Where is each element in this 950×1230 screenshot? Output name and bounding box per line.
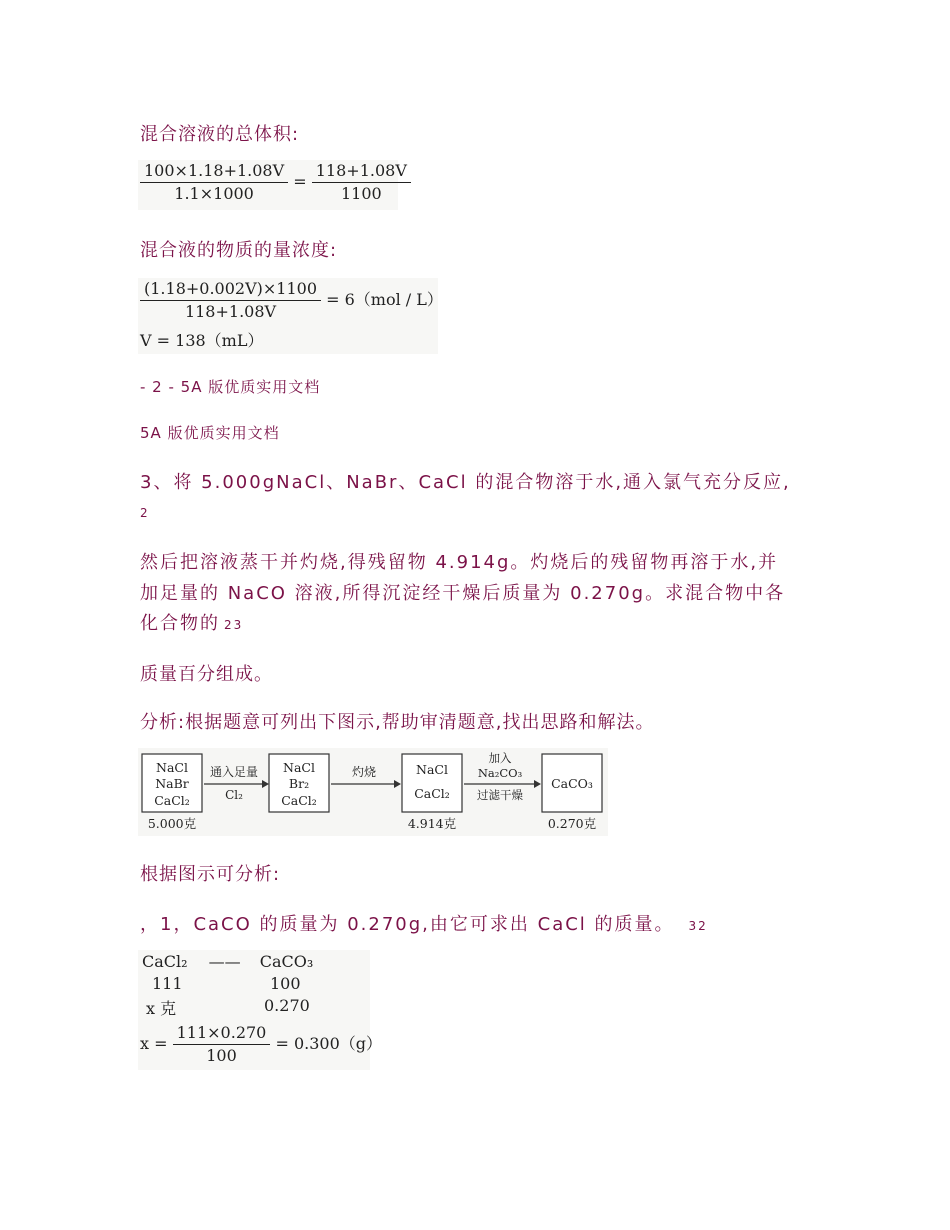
calc-row-4 xyxy=(140,1022,382,1067)
box4-mass-label: 0.270克 xyxy=(547,816,597,831)
eq1-rhs-denominator: 1100 xyxy=(340,184,382,203)
box1-item-3: CaCl₂ xyxy=(154,793,190,808)
arrow-1-bottom-label: Cl₂ xyxy=(225,788,243,802)
box1-item-2: NaBr xyxy=(155,776,189,791)
text-total-volume-heading: 混合溶液的总体积: xyxy=(140,124,300,145)
calc-row-3 xyxy=(146,996,310,1019)
box2-item-2: Br₂ xyxy=(288,776,310,791)
calc-row-2 xyxy=(152,974,301,993)
equation-total-volume xyxy=(138,160,407,210)
calc-dash: —— xyxy=(208,952,241,971)
calc-x-equals: x = xyxy=(140,1034,168,1053)
eq2-numerator: (1.18+0.002V)×1100 xyxy=(140,278,321,301)
question-3-line-5: 质量百分组成。 xyxy=(140,664,273,685)
arrow-1-top-label: 通入足量 xyxy=(209,765,259,779)
step-1-sentence: ，1，CaCO 的质量为 0.270g,由它可求出 CaCl 的质量。 xyxy=(140,914,675,935)
question-3-line-4-text: 化合物的 xyxy=(140,613,220,634)
question-3-line-1: 3、将 5.000gNaCl、NaBr、CaCl 的混合物溶于水,通入氯气充分反应, xyxy=(140,472,791,493)
arrow-3-top-label-1: 加入 xyxy=(488,751,512,765)
arrow-2-top-label: 灼烧 xyxy=(351,765,377,779)
page-footer: - 2 - 5A 版优质实用文档 xyxy=(140,378,321,396)
question-3-line-4 xyxy=(140,609,243,635)
calc-x-numerator: 111×0.270 xyxy=(173,1022,271,1045)
box3-item-2: CaCl₂ xyxy=(414,786,450,801)
eq2-rhs: = 6（mol / L） xyxy=(326,290,443,309)
box4-item-1: CaCO₃ xyxy=(551,776,593,791)
question-3-line-2: 然后把溶液蒸干并灼烧,得残留物 4.914g。灼烧后的残留物再溶于水,并 xyxy=(140,552,779,573)
box1-mass-label: 5.000克 xyxy=(147,816,197,831)
calc-caco3: CaCO₃ xyxy=(259,952,314,971)
calculation-block xyxy=(138,950,382,1070)
calc-mass-caco3: 0.270 xyxy=(264,996,310,1015)
page-header: 5A 版优质实用文档 xyxy=(140,424,280,442)
question-3-subscript-1: 2 xyxy=(140,506,150,520)
diagram-background xyxy=(138,748,608,836)
arrow-3-top-label-2: Na₂CO₃ xyxy=(477,766,523,780)
eq2-denominator: 118+1.08V xyxy=(184,302,277,321)
text-concentration-heading: 混合液的物质的量浓度: xyxy=(140,240,338,261)
eq1-rhs-numerator: 118+1.08V xyxy=(312,160,411,183)
calc-x-result: = 0.300（g） xyxy=(275,1034,382,1053)
calc-mw-caco3: 100 xyxy=(270,974,301,993)
eq2-volume-result: V = 138（mL） xyxy=(140,331,264,350)
text-analysis-intro: 根据图示可分析: xyxy=(140,864,281,885)
eq1-lhs-numerator: 100×1.18+1.08V xyxy=(140,160,288,183)
eq1-equals: = xyxy=(293,172,307,191)
step-1-subscripts: 32 xyxy=(688,919,708,933)
question-3-subscript-2: 23 xyxy=(224,618,244,632)
box3-mass-label: 4.914克 xyxy=(407,816,457,831)
calc-x-grams: x 克 xyxy=(146,999,177,1018)
calc-row-1 xyxy=(142,952,313,971)
question-3-line-3: 加足量的 NaCO 溶液,所得沉淀经干燥后质量为 0.270g。求混合物中各 xyxy=(140,583,786,604)
flow-diagram xyxy=(138,748,608,836)
analysis-text: 分析:根据题意可列出下图示,帮助审清题意,找出思路和解法。 xyxy=(140,712,655,733)
eq1-lhs-denominator: 1.1×1000 xyxy=(174,184,254,203)
box2-item-3: CaCl₂ xyxy=(281,793,317,808)
calc-mw-cacl2: 111 xyxy=(152,974,183,993)
arrow-3-bottom-label: 过滤干燥 xyxy=(477,788,523,802)
calc-cacl2: CaCl₂ xyxy=(142,952,188,971)
calc-x-denominator: 100 xyxy=(206,1046,237,1065)
box1-item-1: NaCl xyxy=(156,760,188,775)
box2-item-1: NaCl xyxy=(283,760,315,775)
step-1-text xyxy=(140,910,708,936)
box3-item-1: NaCl xyxy=(416,762,448,777)
equation-concentration xyxy=(138,278,443,354)
